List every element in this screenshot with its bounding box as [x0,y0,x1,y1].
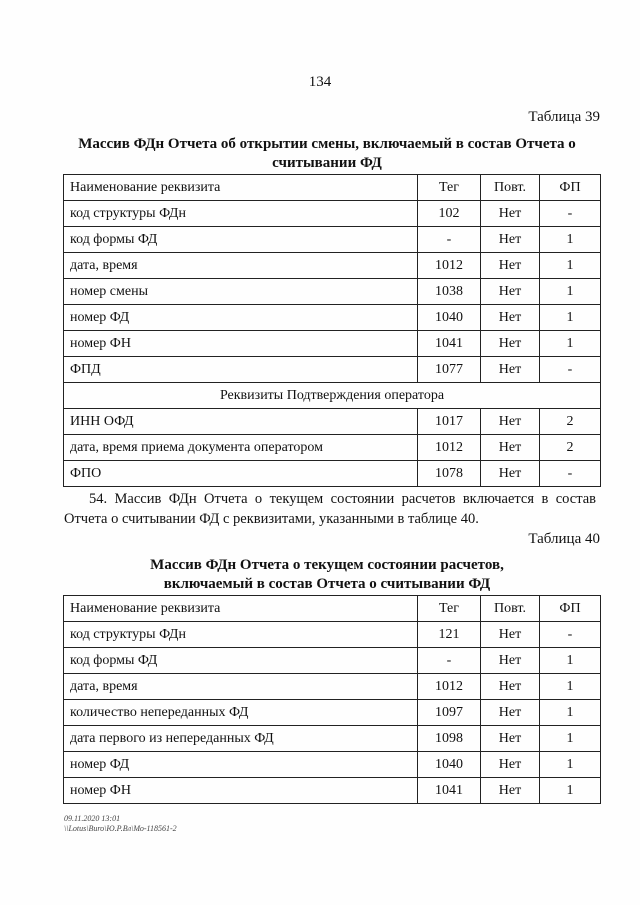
table-row-cell: 1041 [418,331,481,357]
table-header-row-cell: Наименование реквизита [64,175,418,201]
table-row-cell: Нет [481,778,540,804]
table-row-cell: ФПД [64,357,418,383]
table-header-row-cell: ФП [540,596,601,622]
table-row [64,778,601,804]
table39-caption-line2: считывании ФД [272,155,382,171]
table-row-cell: - [540,622,601,648]
table-row-cell: номер смены [64,279,418,305]
table-row-cell: 1 [540,253,601,279]
table-row-cell: Нет [481,726,540,752]
table-header-row-cell: Тег [418,596,481,622]
table-row-cell: ФПО [64,461,418,487]
table-row-cell: 1012 [418,253,481,279]
table-row-cell: 102 [418,201,481,227]
table40-label: Таблица 40 [528,531,600,547]
table-row [64,253,601,279]
table-row-cell: Нет [481,201,540,227]
table-row-cell: 1 [540,648,601,674]
table-header-row-cell: Повт. [481,596,540,622]
table-section-row [64,383,601,409]
table39-label: Таблица 39 [528,109,600,125]
table-row [64,461,601,487]
table39-caption [64,135,590,173]
table-row-cell: номер ФН [64,331,418,357]
table-row-cell: 1 [540,726,601,752]
table-header-row [64,175,601,201]
page-number: 134 [308,74,332,90]
table-row-cell: 1040 [418,305,481,331]
footer-date: 09.11.2020 13:01 [64,814,121,823]
table-row-cell: 2 [540,435,601,461]
table-row-cell: код формы ФД [64,227,418,253]
table-row [64,752,601,778]
table-row-cell: Нет [481,461,540,487]
table-row-cell: 1 [540,227,601,253]
table-row-cell: - [540,357,601,383]
table-row-cell: 1017 [418,409,481,435]
table-row-cell: 1041 [418,778,481,804]
table-row-cell: код формы ФД [64,648,418,674]
table-row-cell: - [540,201,601,227]
table-header-row-cell: Тег [418,175,481,201]
table-row-cell: Нет [481,674,540,700]
table-row-cell: 1097 [418,700,481,726]
table-row-cell: дата, время [64,674,418,700]
table-row-cell: Нет [481,409,540,435]
table39 [63,174,601,487]
table40 [63,595,601,804]
table-row-cell: дата первого из непереданных ФД [64,726,418,752]
table-header-row [64,596,601,622]
table-row-cell: 1 [540,674,601,700]
table-row-cell: 1 [540,279,601,305]
table-row-cell: ИНН ОФД [64,409,418,435]
table-row [64,305,601,331]
table-row-cell: Нет [481,279,540,305]
table-row [64,279,601,305]
table-row [64,201,601,227]
table-row [64,435,601,461]
table-row [64,648,601,674]
table-row-cell: - [418,227,481,253]
table-row-cell: номер ФН [64,778,418,804]
table-header-row-cell: ФП [540,175,601,201]
table-row-cell: Нет [481,305,540,331]
table-row-cell: 1038 [418,279,481,305]
table-header-row-cell: Наименование реквизита [64,596,418,622]
table-row-cell: номер ФД [64,305,418,331]
table-row-cell: Нет [481,622,540,648]
table-row [64,409,601,435]
table-row-cell: Нет [481,331,540,357]
table-row-cell: 1 [540,305,601,331]
table-row-cell: 1 [540,752,601,778]
table-row-cell: 121 [418,622,481,648]
table-row [64,331,601,357]
table40-caption-line2: включаемый в состав Отчета о считывании ФД [163,576,491,592]
table-row-cell: 1078 [418,461,481,487]
table-row-cell: Нет [481,700,540,726]
table-row-cell: - [540,461,601,487]
table-row-cell: Нет [481,227,540,253]
table-row-cell: количество непереданных ФД [64,700,418,726]
table-row [64,674,601,700]
table-header-row-cell: Повт. [481,175,540,201]
table-row-cell: 1012 [418,674,481,700]
table-row [64,700,601,726]
table-row-cell: 1098 [418,726,481,752]
table-row-cell: Нет [481,648,540,674]
table-section-row-cell: Реквизиты Подтверждения оператора [64,383,601,409]
table-row-cell: Нет [481,357,540,383]
table-row-cell: код структуры ФДн [64,201,418,227]
table40-caption [64,556,590,594]
table-row-cell: 1 [540,778,601,804]
table-row-cell: 1 [540,331,601,357]
table-row-cell: - [418,648,481,674]
table-row-cell: 1077 [418,357,481,383]
table-row-cell: номер ФД [64,752,418,778]
table-row-cell: 1012 [418,435,481,461]
table-row-cell: 2 [540,409,601,435]
table-row-cell: Нет [481,253,540,279]
table-row [64,622,601,648]
table-row [64,227,601,253]
paragraph-54: 54. Массив ФДн Отчета о текущем состоянии расчетов включается в состав Отчета о считывании ФД с реквизитами, указанными в таблице 40. [64,491,596,527]
table-row [64,726,601,752]
table-row-cell: Нет [481,435,540,461]
table39-caption-line1: Массив ФДн Отчета об открытии смены, включаемый в состав Отчета о [78,136,576,152]
table-row [64,357,601,383]
table-row-cell: 1040 [418,752,481,778]
footer-stamp [64,814,177,834]
footer-path: \\Lotus\Buro\Ю.Р.Вл\Мо-118561-2 [64,824,177,833]
table40-caption-line1: Массив ФДн Отчета о текущем состоянии расчетов, [150,557,504,573]
table-row-cell: дата, время приема документа оператором [64,435,418,461]
table-row-cell: Нет [481,752,540,778]
table-row-cell: дата, время [64,253,418,279]
table-row-cell: код структуры ФДн [64,622,418,648]
table-row-cell: 1 [540,700,601,726]
